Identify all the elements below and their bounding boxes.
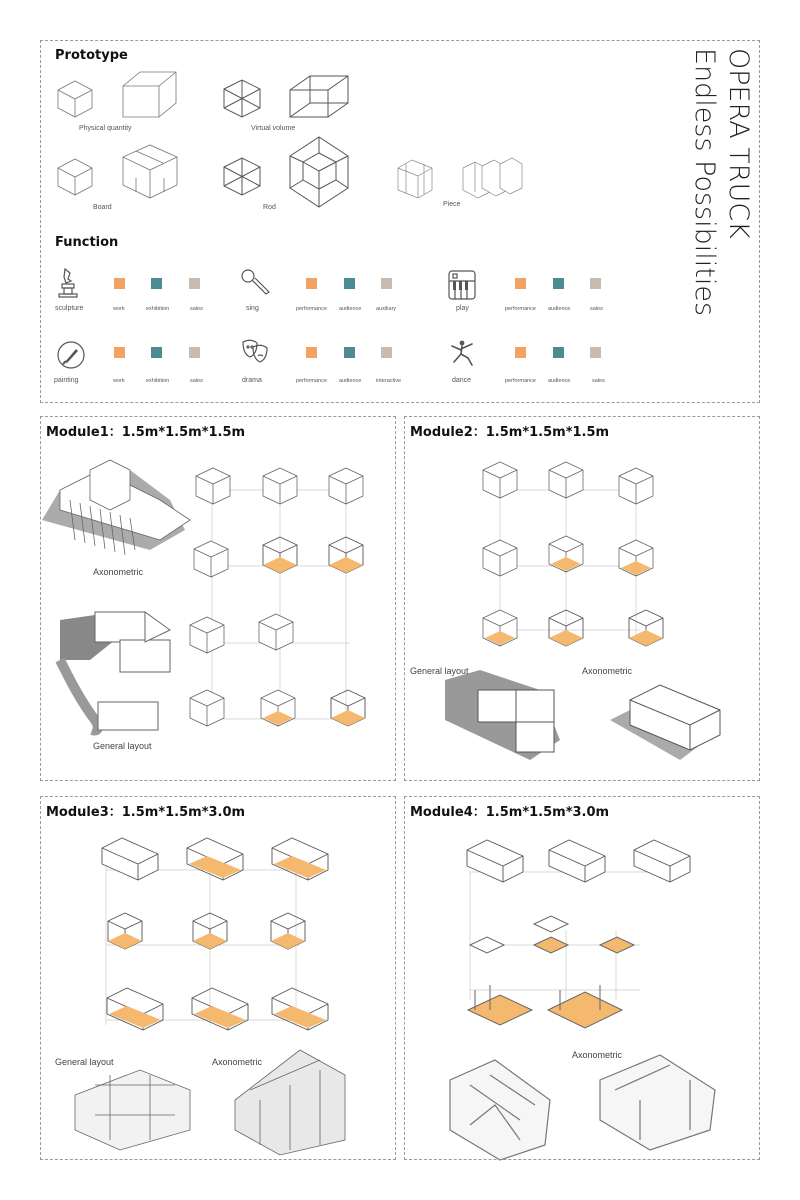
module2-general-layout-label: General layout (410, 666, 469, 676)
function-label-play: play (456, 305, 469, 312)
swatch-caption: performance (296, 378, 327, 384)
rod-label: Rod (263, 204, 276, 211)
swatch-caption: work (113, 378, 125, 384)
module1-general-layout-label: General layout (93, 741, 152, 751)
function-label-dance: dance (452, 377, 472, 384)
function-label-sing: sing (246, 305, 259, 312)
module2-axonometric-label: Axonometric (582, 666, 633, 676)
swatch-caption: performance (505, 378, 536, 384)
module3-title: Module3：1.5m*1.5m*3.0m (46, 805, 246, 820)
swatch-caption: sales (590, 306, 603, 312)
virtual-volume-label: Virtual volume (251, 125, 296, 132)
module4-title: Module4：1.5m*1.5m*3.0m (410, 805, 610, 820)
swatch-caption: performance (296, 306, 327, 312)
swatch-caption: sales (190, 378, 203, 384)
swatch-caption: exhibition (146, 306, 170, 312)
function-label-drama: drama (242, 377, 262, 384)
swatch-caption: sales (190, 306, 203, 312)
swatch-caption: audience (548, 378, 571, 384)
swatch-caption: exhibition (146, 378, 170, 384)
poster-subtitle: Endless Possibilities (689, 48, 720, 317)
prototype-heading: Prototype (55, 48, 128, 63)
physical-quantity-label: Physical quantity (79, 125, 132, 132)
swatch-caption: work (113, 306, 125, 312)
swatch-caption: audience (339, 306, 362, 312)
swatch-caption: sales (592, 378, 605, 384)
poster-title: OPERA TRUCK (723, 48, 754, 239)
board-label: Board (93, 204, 112, 211)
piece-label: Piece (443, 201, 461, 208)
swatch-caption: audience (548, 306, 571, 312)
swatch-caption: performance (505, 306, 536, 312)
function-label-painting: painting (54, 377, 79, 384)
swatch-caption: audience (339, 378, 362, 384)
module3-general-layout-label: General layout (55, 1057, 114, 1067)
function-label-sculpture: sculpture (55, 305, 84, 312)
module2-title: Module2：1.5m*1.5m*1.5m (410, 425, 610, 440)
module1-axonometric-label: Axonometric (93, 567, 144, 577)
function-heading: Function (55, 235, 119, 250)
swatch-caption: interactive (376, 378, 402, 384)
module3-axonometric-label: Axonometric (212, 1057, 263, 1067)
module1-title: Module1：1.5m*1.5m*1.5m (46, 425, 246, 440)
module4-axonometric-label: Axonometric (572, 1050, 623, 1060)
swatch-caption: auxiliary (376, 306, 397, 312)
